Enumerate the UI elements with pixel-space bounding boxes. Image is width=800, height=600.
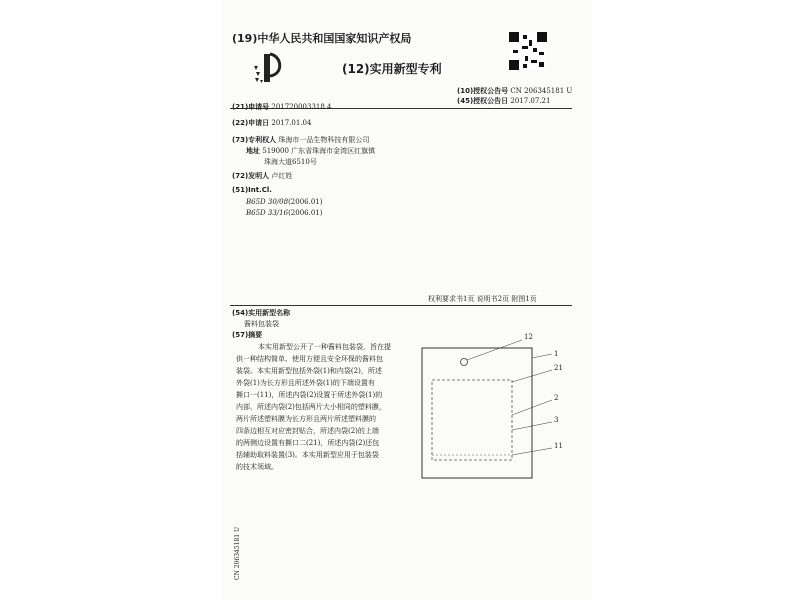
app-no-label: (21)申请号 [232,103,270,111]
section-divider [230,305,572,306]
figure-label: 1 [554,350,559,358]
ipc-item: B65D 30/08(2006.01) [246,198,323,206]
figure-label: 21 [554,364,563,372]
grant-date: 2017.07.21 [510,97,551,105]
filing-date-label: (22)申请日 [232,119,270,127]
abstract-line: 撕口一(11)，所述内袋(2)设置于所述外袋(1)的 [236,391,383,399]
abstract-figure [412,330,572,490]
abstract-line: 供一种结构简单、使用方便且安全环保的酱料包 [236,355,383,363]
side-publication-number: CN 206345181 U [234,526,241,580]
inventor: 卢红姓 [271,172,293,180]
address-line-1: 519000 广东省珠海市金湾区红旗镇 [262,147,376,155]
abstract-line: 两片所述塑料膜为长方形且两片所述塑料膜的 [236,415,376,423]
abstract-line: 外袋(1)为长方形且所述外袋(1)的下端设置有 [236,379,375,387]
abstract-line: 的两侧边设置有撕口二(21)，所述内袋(2)还包 [236,439,380,447]
outer-bag-outline [422,348,532,478]
app-no: 201720003318.4 [271,103,332,111]
figure-label: 2 [554,394,559,402]
cnipa-logo-icon [252,50,288,86]
inventor-label: (72)发明人 [232,172,270,180]
title-label: (54)实用新型名称 [232,309,291,317]
patentee-label: (73)专利权人 [232,136,277,144]
document-type: (12)实用新型专利 [342,62,442,76]
ipc-label: (51)Int.Cl. [232,186,272,194]
inner-bag-outline [432,380,512,460]
abstract-line: 四条边相互对应密封贴合，所述内袋(2)的上端 [236,427,379,435]
address-line-2: 珠海大道6510号 [264,158,317,166]
figure-label: 3 [554,416,559,424]
abstract-line: 本实用新型公开了一种酱料包装袋，旨在提 [258,343,391,351]
utility-model-title: 酱料包装袋 [244,320,279,328]
filing-date: 2017.01.04 [271,119,312,127]
grant-pub-no-label: (10)授权公告号 [457,87,509,95]
ipc-item: B65D 33/16(2006.01) [246,209,323,217]
grant-date-label: (45)授权公告日 [457,97,509,105]
hanging-hole [461,359,468,366]
patentee: 珠海市一品生物科技有限公司 [278,136,370,144]
abstract-label: (57)摘要 [232,331,263,339]
address-label: 地址 [246,147,260,155]
qr-code-icon [509,32,547,70]
pages-info: 权利要求书1页 说明书2页 附图1页 [428,295,537,303]
grant-pub-no: CN 206345181 U [510,87,573,95]
abstract-line: 内部，所述内袋(2)包括两片大小相同的塑料膜， [236,403,386,411]
abstract-line: 装袋。本实用新型包括外袋(1)和内袋(2)，所述 [236,367,382,375]
patent-page [222,0,592,600]
office-name: (19)中华人民共和国国家知识产权局 [232,32,412,45]
figure-label: 11 [554,442,563,450]
abstract-line: 括辅助取料装置(3)。本实用新型应用于包装袋 [236,451,379,459]
abstract-line: 的技术领域。 [236,463,278,471]
figure-label: 12 [524,333,533,341]
